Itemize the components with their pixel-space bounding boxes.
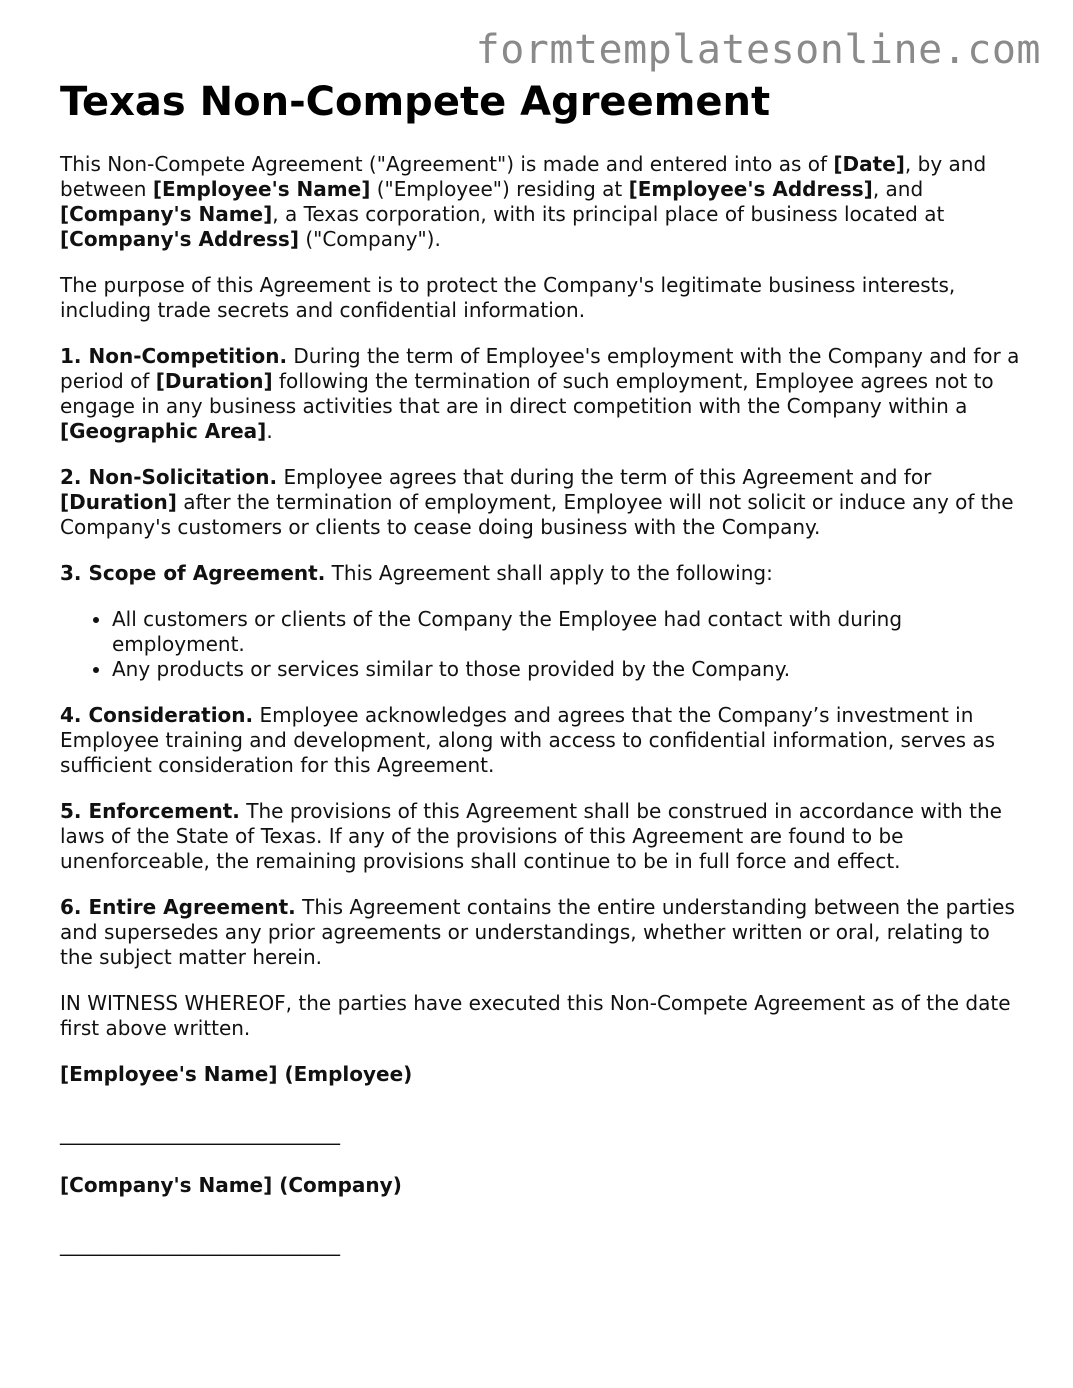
- section-text: Employee acknowledges and agrees that the Company’s investment in Employee training and development, along with access to confidential information, serves as sufficient consideration for this Agreement.: [60, 703, 996, 777]
- company-address-placeholder: [Company's Address]: [60, 227, 299, 251]
- intro-text: ("Company").: [298, 227, 441, 251]
- section-text: .: [266, 419, 273, 443]
- document-page: [60, 78, 1025, 1284]
- duration-placeholder: [Duration]: [60, 490, 177, 514]
- section-entire-agreement: [60, 895, 1025, 970]
- intro-text: , by and between: [60, 152, 987, 201]
- date-placeholder: [Date]: [833, 152, 905, 176]
- page-title: Texas Non-Compete Agreement: [60, 79, 771, 125]
- section-text: following the termination of such employment, Employee agrees not to engage in any business activities that are in direct competition with the Company within a: [60, 369, 994, 418]
- scope-list: [60, 607, 1025, 682]
- intro-text: ("Employee") residing at: [370, 177, 629, 201]
- purpose-paragraph: The purpose of this Agreement is to protect the Company's legitimate business interests, including trade secrets and confidential information.: [60, 273, 956, 322]
- company-name-placeholder: [Company's Name]: [60, 202, 273, 226]
- geographic-area-placeholder: [Geographic Area]: [60, 419, 267, 443]
- section-text: The provisions of this Agreement shall be construed in accordance with the laws of the State of Texas. If any of the provisions of this Agreement are found to be unenforceable, the remaining provisions shall continue to be in full force and effect.: [60, 799, 1002, 873]
- section-text: During the term of Employee's employment with the Company and for a period of: [60, 344, 1020, 393]
- watermark: formtemplatesonline.com: [475, 27, 1041, 73]
- intro-text: This Non-Compete Agreement ("Agreement") is made and entered into as of: [60, 152, 834, 176]
- employee-name-placeholder: [Employee's Name]: [152, 177, 371, 201]
- section-enforcement: [60, 799, 1025, 874]
- section-heading: 1. Non-Competition.: [60, 344, 288, 368]
- section-heading: 4. Consideration.: [60, 703, 254, 727]
- section-consideration: [60, 703, 1025, 778]
- section-text: This Agreement shall apply to the following:: [325, 561, 773, 585]
- list-item: • All customers or clients of the Company the Employee had contact with during employment.: [112, 607, 1025, 657]
- section-text: This Agreement contains the entire understanding between the parties and supersedes any prior agreements or understandings, whether written or oral, relating to the subject matter herein.: [60, 895, 1015, 969]
- section-text: after the termination of employment, Employee will not solicit or induce any of the Company's customers or clients to cease doing business with the Company.: [60, 490, 1014, 539]
- employee-signature-label: [Employee's Name] (Employee): [60, 1062, 413, 1086]
- employee-address-placeholder: [Employee's Address]: [628, 177, 873, 201]
- company-signature-line[interactable]: ____________________________: [60, 1232, 340, 1256]
- section-heading: 6. Entire Agreement.: [60, 895, 296, 919]
- section-text: Employee agrees that during the term of this Agreement and for: [277, 465, 932, 489]
- company-signature-label: [Company's Name] (Company): [60, 1173, 402, 1197]
- intro-text: , and: [872, 177, 924, 201]
- list-item: • Any products or services similar to those provided by the Company.: [112, 657, 1025, 682]
- section-heading: 5. Enforcement.: [60, 799, 240, 823]
- section-heading: 3. Scope of Agreement.: [60, 561, 326, 585]
- employee-signature-line[interactable]: ____________________________: [60, 1121, 340, 1145]
- intro-text: , a Texas corporation, with its principal place of business located at: [272, 202, 945, 226]
- intro-paragraph: [60, 152, 1025, 252]
- witness-paragraph: IN WITNESS WHEREOF, the parties have executed this Non-Compete Agreement as of the date first above written.: [60, 991, 1011, 1040]
- duration-placeholder: [Duration]: [155, 369, 273, 393]
- section-non-solicitation: [60, 465, 1025, 540]
- section-heading: 2. Non-Solicitation.: [60, 465, 278, 489]
- section-scope: [60, 561, 1025, 586]
- section-non-competition: [60, 344, 1025, 444]
